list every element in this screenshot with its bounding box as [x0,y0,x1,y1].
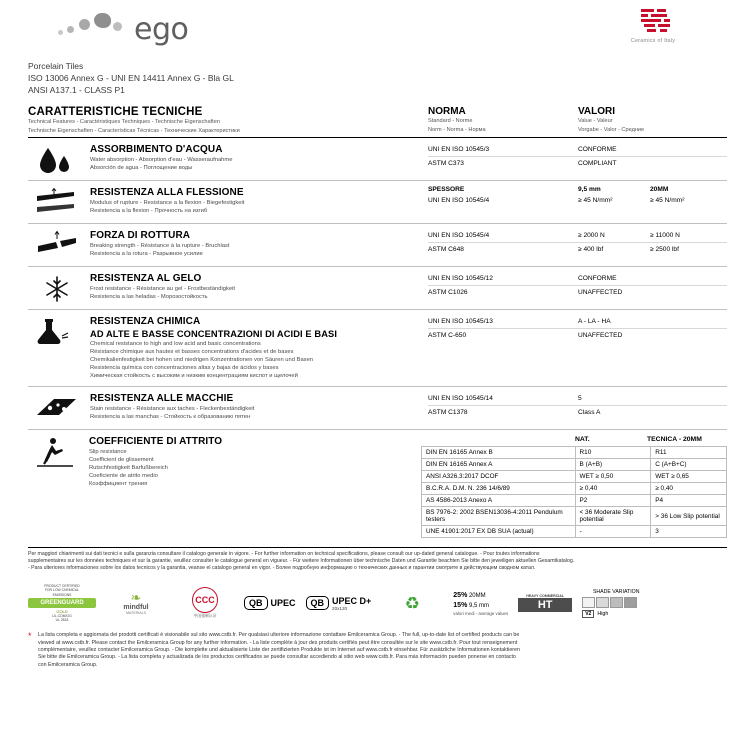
product-type: Porcelain Tiles [28,61,84,71]
features-title: CARATTERISTICHE TECNICHE [28,106,203,118]
footer-line-4: Sie bitte die Emilceramica Group. - La lista completa y actualizada de los productos certificados se puede consultar accediendo al sitio web www.cstb.fr. Para más información pueden ponerse en contacto [38,654,516,661]
section-water-absorption [28,138,727,181]
bending-strength-icon [34,187,80,217]
value-1: P2 [575,495,651,507]
notes-block [28,547,727,572]
ccc-mark: CCC [192,587,218,613]
table-row [422,447,727,459]
data-cell [428,310,727,386]
norma-value: DIN EN 16165 Annex B [422,447,576,459]
ego-logo [56,8,236,48]
slip-resistance-icon [33,436,79,466]
icon-cell [28,267,90,309]
section-bending-strength [28,181,727,224]
norma-value: ASTM C373 [428,159,464,167]
icon-cell [28,430,89,543]
value-2: ≥ 11000 N [650,232,680,240]
logo-wordmark: ego [134,12,189,47]
upec-logo [244,596,296,610]
recycled-note: valori medi - average values [453,610,509,616]
nat-header: NAT. [575,436,590,444]
value-1: R10 [575,447,651,459]
shade-variation [582,589,650,618]
shade-swatch-3 [610,597,623,608]
data-cell [421,430,727,543]
breaking-strength-icon [34,230,80,260]
table-row [428,328,727,341]
property-sub-2: Resistencia a las manchas - Стойкость к образованию пятен [90,414,251,421]
spessore-label: SPESSORE [428,186,465,194]
product-standards [28,60,727,96]
gg-gold: GOLD [56,608,68,614]
ht-top-label: HEAVY COMMERCIAL [526,594,565,599]
upec-dplus-logo [306,596,372,611]
features-sub-1: Technical Features - Caractéristiques Techniques - Technische Eigenschaften [28,119,220,125]
greenguard-logo [28,584,96,622]
property-sub-2: Absorción de agua - Поглощение воды [90,165,193,172]
thickness-subheader [428,186,727,194]
ccc-logo [176,587,234,619]
recycled-size-1: 20MM [468,592,486,599]
property-sub-2: Resistencia a la flexion - Прочность на изгиб [90,208,208,215]
recycled-row-2 [453,601,508,611]
property-sub-1: Stain resistance - Résistance aux taches - Fleckenbeständigkeit [90,406,255,413]
property-sub-5: Коэффициент трения [88,481,148,488]
gg-line-2: FOR LOW CHEMICAL [44,588,80,593]
property-sub-1: Slip resistance [88,449,127,456]
shade-swatch-4 [624,597,637,608]
section-slip-resistance [28,430,727,543]
qb-mark: QB [244,596,268,610]
logo-dot-5 [113,22,122,31]
recycled-row-1 [453,591,508,601]
value-1: A - LA - HA [578,318,611,326]
value-1: ≥ 0,40 [575,483,651,495]
valori-header [578,106,727,134]
note-line-1: Per maggiori chiarimenti sui dati tecnici e sulla garanzia consultare il catalogo generale in vigore. - For further information on technical specifications, please consult our up-dated general catalogue. - Pour toutes informations [28,551,540,558]
thickness-95: 9,5 mm [578,186,601,194]
desc-cell [90,138,428,180]
gg-badge: GREENGUARD [28,598,96,608]
logo-dot-3 [79,19,90,30]
data-cell [428,267,727,309]
property-title: RESISTENZA AL GELO [90,273,202,285]
norma-title: NORMA [428,106,466,117]
ceramics-caption: Ceramics of Italy [630,38,676,44]
table-header-row [28,106,727,138]
spacer [425,436,575,444]
gg-line-1: PRODUCT CERTIFIED [44,584,80,589]
upec-dplus-label: UPEC D+ [332,595,372,606]
footer-line-2: viewed at www.cstb.fr. Please contact the Emilceramica Group for any further information. - La liste complète à jour des produits certifiés peut être consultée sur le site www.cstb.fr. Pour tout renseignement [38,639,518,646]
stain-resistance-icon [34,393,80,423]
norma-value: ANSI A326.3:2017 DCOF [422,471,576,483]
table-row [428,156,727,169]
property-sub-1: Water absorption - Absorption d'eau - Wasseraufnahme [90,157,233,164]
value-1: ≥ 45 N/mm² [578,197,613,205]
property-sub-4: Coeficiente de atrito medio [88,473,158,480]
value-2: P4 [651,495,727,507]
value-1: < 36 Moderate Slip potential [575,507,651,526]
value-1: COMPLIANT [578,159,617,167]
footer-line-1: La lista completa e aggiornata dei prodotti certificati è visionabile sul sito www.cstb.fr. Per qualsiasi ulteriore informazione contattare Emilceramica Group. - The full, up-to-date list of certified products can be [38,632,520,639]
iso-standard-line: ISO 13006 Annex G - UNI EN 14411 Annex G - Bla GL [28,73,234,83]
property-sub-1: Modulus of rupture - Resistance a la flexion - Biegefestigkeit [90,200,245,207]
section-stain-resistance [28,387,727,430]
table-row [428,392,727,405]
property-title: RESISTENZA ALLE MACCHIE [90,393,234,405]
value-2: > 36 Low Slip potential [651,507,727,526]
value-1: WET ≥ 0,50 [575,471,651,483]
section-breaking-strength [28,224,727,267]
icon-cell [28,181,90,223]
value-2: C (A+B+C) [651,459,727,471]
ceramics-mark-icon [607,6,699,36]
value-1: - [575,526,651,538]
tecnica-header: TECNICA - 20MM [647,436,702,444]
table-row [428,315,727,328]
value-1: ≥ 400 lbf [578,245,604,253]
recycled-values [453,591,508,616]
logo-dot-1 [58,30,63,35]
chemical-flask-icon [34,316,80,346]
table-row [422,471,727,483]
norma-value: UNI EN ISO 10545/13 [428,318,493,326]
norma-value: UNI EN ISO 10545/4 [428,232,490,240]
norma-value: ASTM C-650 [428,331,467,339]
section-frost-resistance [28,267,727,310]
norma-value: UNI EN ISO 10545/12 [428,275,493,283]
asterisk-icon: * [28,631,32,642]
icon-cell [28,138,90,180]
norma-value: B.C.R.A. D.M. N. 236 14/6/89 [422,483,576,495]
recycled-size-2: 9,5 mm [468,602,489,609]
property-title-2: AD ALTE E BASSE CONCENTRAZIONI DI ACIDI E BASI [90,329,338,340]
norma-value: DIN EN 16165 Annex A [422,459,576,471]
table-row [428,405,727,418]
page-header [28,0,727,58]
table-row [422,495,727,507]
norma-value: ASTM C1026 [428,288,468,296]
property-sub-2: Resistencia a las heladas - Морозостойкость [90,294,208,301]
desc-cell [90,310,428,386]
table-row [422,483,727,495]
valori-sub-1: Value - Valeur [578,118,613,124]
table-row [428,194,727,207]
mindful-name: mindful [123,603,149,611]
property-sub-1: Breaking strength - Résistance à la rupture - Bruchlast [90,243,230,250]
property-sub-1: Frost resistance - Résistance au gel - Frostbeständigkeit [90,286,235,293]
recycle-icon: ♻ [404,593,420,613]
property-sub-2: Resistencia a la rotura - Разрывное усилие [90,251,203,258]
friction-col-headers [421,435,727,446]
footer-line-3: complémentaire, veuillez contacter Emilceramica Group. - Die komplette und aktualisierte Liste der zertifizierten Produkte ist im Internet auf www.cstb.fr einsehbar. Für zusätzliche Informationen kontaktieren [38,647,520,653]
norma-value: BS 7976-2: 2002 BSEN13036-4:2011 Pendulum testers [422,507,576,526]
norma-sub-1: Standard - Norme [428,118,473,124]
ccc-chinese-text: 中国强制认证 [193,614,217,619]
ht-box: HT [518,598,572,612]
recycled-pct-2: 15% [453,601,468,609]
property-title: ASSORBIMENTO D'ACQUA [90,144,223,156]
shade-swatch-2 [596,597,609,608]
desc-cell [90,181,428,223]
property-sub-3: Rutschfestigkeit Barfußbereich [88,465,168,472]
property-sub-2: Résistance chimique aux hautes et basses concentrations d'acides et de bases [90,349,294,356]
property-sub-3: Chemikalienfestigkeit bei hohen und niedrigen Konzentrationen von Säuren und Basen [90,357,314,364]
footer-note [28,632,727,669]
property-title: RESISTENZA ALLA FLESSIONE [90,187,244,199]
table-row [422,459,727,471]
ansi-standard-line: ANSI A137.1 - CLASS P1 [28,85,125,95]
logo-dot-4 [94,13,111,28]
property-sub-4: Resistencia química con concentraciones altas y bajas de ácidos y bases [90,365,279,372]
leaf-icon: ❧ [130,589,142,605]
value-1: B (A+B) [575,459,651,471]
norma-value: UNE 41901:2017 EX DB SUA (actual) [422,526,576,538]
recycled-content-logo [381,595,443,612]
table-row [428,285,727,298]
features-header [28,106,428,135]
table-row [428,229,727,242]
data-cell [428,387,727,429]
desc-cell [90,267,428,309]
table-row [422,507,727,526]
table-row [428,143,727,156]
frost-snowflake-icon [34,273,80,303]
gg-line-4: UL.COM/GG [52,613,72,618]
recycled-pct-1: 25% [453,591,468,599]
value-2: R11 [651,447,727,459]
property-title: FORZA DI ROTTURA [90,230,191,242]
value-1: 5 [578,395,582,403]
norma-value: UNI EN ISO 10545/14 [428,395,493,403]
upec-label: UPEC [270,598,296,609]
norma-value: AS 4586-2013 Anexo A [422,495,576,507]
heavy-commercial-logo [518,594,572,612]
friction-table [421,446,727,538]
property-sub-2: Coefficient de glissement [88,457,154,464]
property-title: RESISTENZA CHIMICA [90,316,201,328]
norma-value: UNI EN ISO 10545/3 [428,146,490,154]
table-row [428,272,727,285]
logo-dot-2 [67,26,74,33]
value-1: CONFORME [578,275,617,283]
valori-sub-2: Vorgabe - Valor - Средние [578,126,645,133]
value-1: UNAFFECTED [578,288,623,296]
icon-cell [28,224,90,266]
value-2: ≥ 45 N/mm² [650,197,685,205]
data-cell [428,181,727,223]
icon-cell [28,310,90,386]
desc-cell [90,224,428,266]
norma-value: ASTM C648 [428,245,464,253]
note-line-3: - Para ulteriores informaciones sobre los datos tecnicos y la garantia, veanse el catalogo general en vigor. - Более подробную информацию о технических данных и гарантии смотрите в действующем сводном катал. [28,565,536,572]
features-sub-2: Technische Eigenschaften - Características Técnicas - Технические Характеристики [28,127,240,134]
data-cell [428,138,727,180]
norma-value: UNI EN ISO 10545/4 [428,197,490,205]
qb-mark: QB [306,596,330,610]
certification-strip [28,580,727,626]
value-1: Class A [578,408,601,416]
water-drop-icon [34,144,80,174]
table-row [428,242,727,255]
desc-cell [90,387,428,429]
table-row [422,526,727,538]
footer-line-5: con Emilceramica Group. [38,661,98,668]
mindful-sub: MATERIALS [125,610,147,615]
value-2: 3 [651,526,727,538]
value-2: WET ≥ 0,65 [651,471,727,483]
value-1: UNAFFECTED [578,331,623,339]
property-sub-5: Химическая стойкость с высоким и низким концентрациям кислот и щелочей [90,373,298,380]
icon-cell [28,387,90,429]
valori-title: VALORI [578,106,616,117]
shade-value-badge: V2 [582,610,594,618]
value-1: CONFORME [578,146,617,154]
value-2: ≥ 0,40 [651,483,727,495]
note-line-2: supplementaires sur les données techniques et sur la garantie, veuillez consulter le catalogue general en vigueur. - Für weitere Informationen über technische Daten und Garantie beachten Sie bitte den jeweiligen aktuellen Gesamtkatalog. [28,558,575,565]
section-chemical-resistance [28,310,727,387]
value-2: ≥ 2500 lbf [650,245,679,253]
ceramics-of-italy-logo [607,6,699,44]
shade-value-row [582,610,650,618]
mindful-materials-logo [106,589,166,615]
property-title: COEFFICIENTE DI ATTRITO [88,436,223,448]
gg-line-5: UL 2818 [55,617,69,622]
norma-value: ASTM C1378 [428,408,468,416]
value-1: ≥ 2000 N [578,232,605,240]
shade-value-text: High [597,610,609,617]
norma-sub-2: Norm - Norma - Норма [428,126,486,133]
shade-swatch-1 [582,597,595,608]
shade-swatches [582,597,650,608]
property-sub-1: Chemical resistance to high and low acid and basic concentrations [90,341,261,348]
data-cell [428,224,727,266]
gg-line-3: EMISSIONS [52,592,72,597]
thickness-20mm: 20MM [650,186,669,194]
desc-cell [89,430,421,543]
norma-header [428,106,578,134]
upec-size: 20x120 [332,605,348,611]
shade-title: SHADE VARIATION [592,588,640,595]
